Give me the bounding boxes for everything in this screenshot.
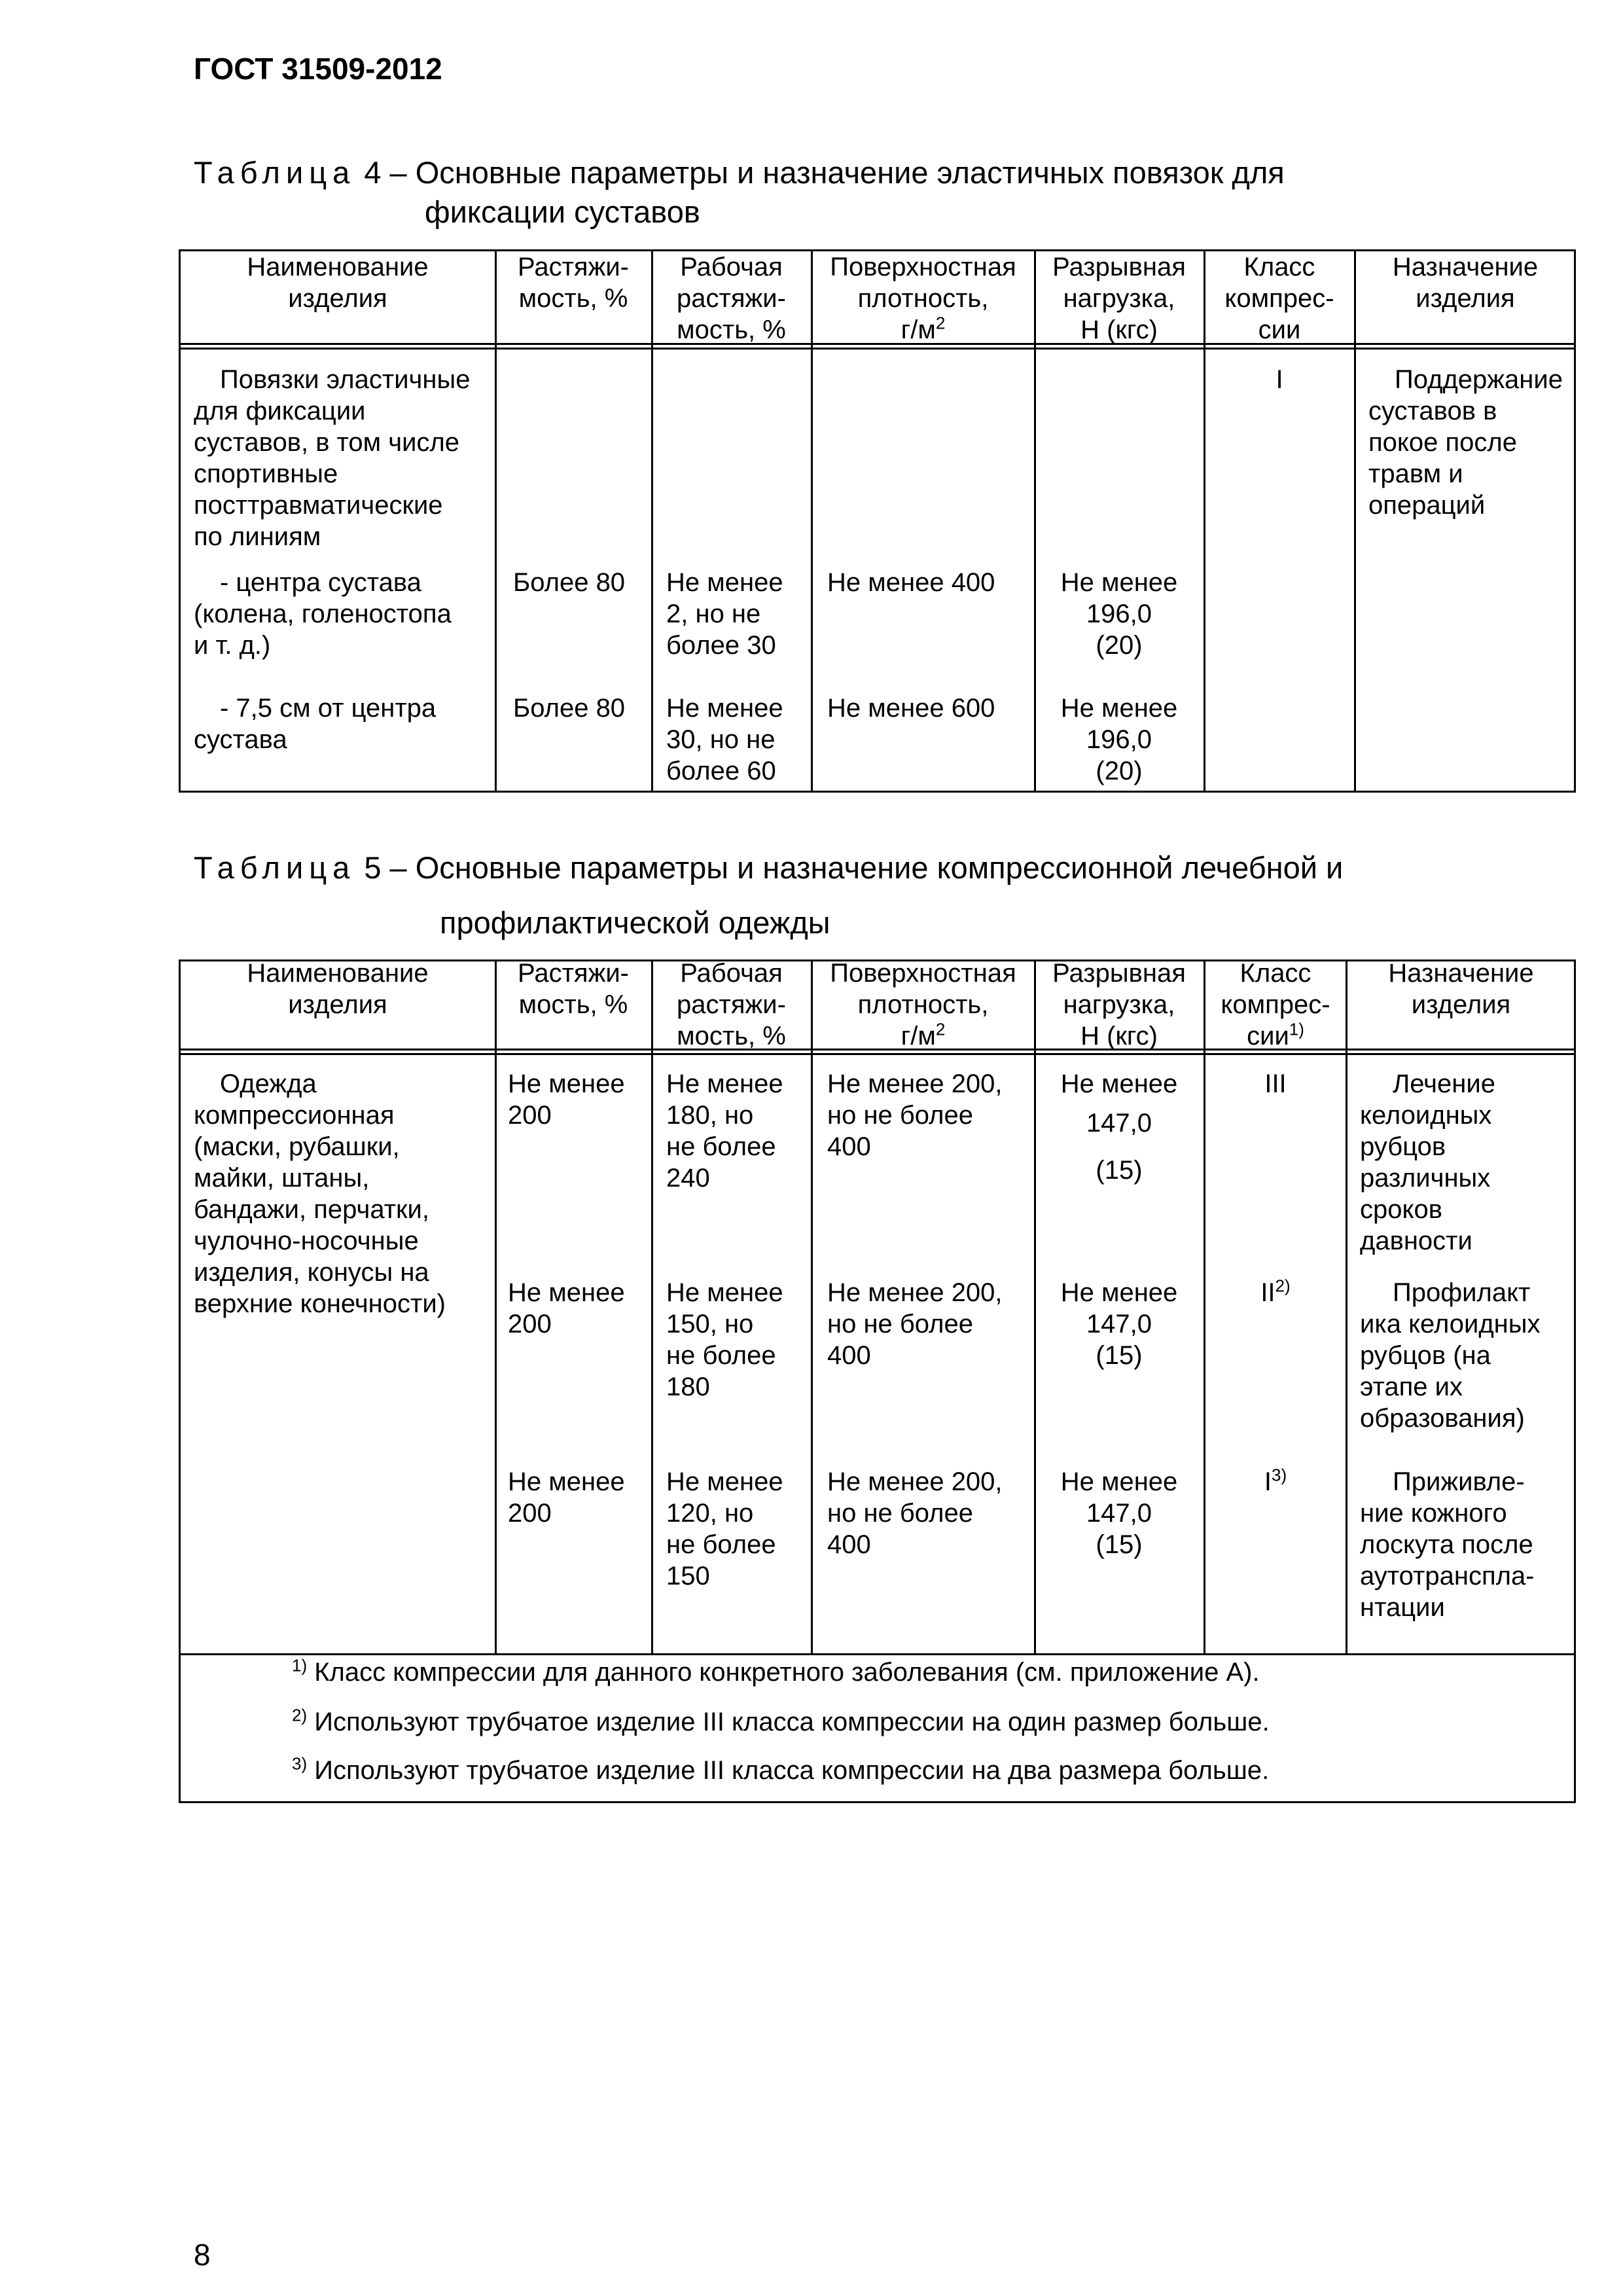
header-elasticity: Растяжи- мость, %	[518, 253, 629, 313]
standard-code: ГОСТ 31509-2012	[194, 52, 442, 86]
footnote-3: $^{3)}$ Используют трубчатое изделие III класса компрессии на два размера больше.	[292, 1753, 1270, 1785]
table-row-density: Не менее 400	[827, 568, 995, 597]
table-row-elasticity: Не менее 200	[508, 1278, 625, 1338]
table-row-working-elasticity: Не менее 30, но не более 60	[666, 694, 783, 785]
table4-caption	[194, 153, 1285, 192]
header-name: Наименование изделия	[247, 253, 429, 313]
table5-caption	[194, 848, 1343, 888]
table-row-breaking-load: Не менее 196,0 (20)	[1060, 694, 1178, 785]
table-row-name: - центра сустава (колена, голеностопа и т. д.)	[194, 568, 452, 660]
header-compression-class: Класс компрес- сии	[1224, 253, 1334, 344]
table-row-compression-class: III	[1264, 1069, 1287, 1098]
table-row-compression-class: $I^{3)}$	[1264, 1465, 1287, 1496]
page-number: 8	[194, 2238, 211, 2272]
table-row-elasticity: Более 80	[513, 694, 626, 723]
header-name: Наименование изделия	[247, 959, 429, 1019]
table-row-density: Не менее 200, но не более 400	[827, 1278, 1003, 1370]
footnote-1: $^{1)}$ Класс компрессии для данного конкретного заболевания (см. приложение А).	[292, 1655, 1260, 1687]
table-row-elasticity: Не менее 200	[508, 1467, 625, 1528]
table-row-breaking-load: Не менее 196,0 (20)	[1060, 568, 1178, 660]
table-row-working-elasticity: Не менее 150, но не более 180	[666, 1278, 783, 1401]
header-density: Поверхностная плотность, $г/м^2$	[830, 959, 1016, 1050]
table-row-name: - 7,5 см от центра сустава	[194, 694, 437, 754]
header-purpose: Назначение изделия	[1388, 959, 1534, 1019]
header-density: Поверхностная плотность, $г/м^2$	[830, 253, 1016, 344]
table-row-purpose: Приживле- ние кожного лоскута после аутотранспла- нтации	[1360, 1467, 1535, 1622]
table-row-purpose: Профилакт ика келоидных рубцов (на этапе их образования)	[1360, 1278, 1541, 1433]
table-row-working-elasticity: Не менее 2, но не более 30	[666, 568, 783, 660]
footnote-2: $^{2)}$ Используют трубчатое изделие III класса компрессии на один размер больше.	[292, 1705, 1270, 1736]
header-working-elasticity: Рабочая растяжи- мость, %	[677, 253, 786, 344]
table5-caption-text: 5 – Основные параметры и назначение компрессионной лечебной и	[364, 850, 1344, 885]
header-compression-class: Класс компрес- сии$^{1)}$	[1221, 959, 1330, 1050]
table4	[179, 249, 1576, 793]
header-breaking-load: Разрывная нагрузка, Н (кгс)	[1052, 959, 1186, 1050]
table5-caption-label: Таблица	[194, 850, 356, 885]
table-row-elasticity: Не менее 200	[508, 1069, 625, 1130]
group-name: Повязки эластичные для фиксации суставов, в том числе спортивные посттравматические по линиям	[194, 365, 471, 551]
table-row-density: Не менее 200, но не более 400	[827, 1069, 1003, 1161]
table-row-working-elasticity: Не менее 120, но не более 150	[666, 1467, 783, 1590]
product-name: Одежда компрессионная (маски, рубашки, майки, штаны, бандажи, перчатки, чулочно-носочные изделия, конусы на верхние конечности)	[194, 1069, 446, 1318]
header-breaking-load: Разрывная нагрузка, Н (кгс)	[1052, 253, 1186, 344]
table-row-breaking-load: Не менее 147,0 (15)	[1060, 1278, 1178, 1370]
table5	[179, 960, 1576, 1803]
table5-caption-continuation: профилактической одежды	[440, 905, 830, 940]
group-compression-class: I	[1275, 365, 1283, 394]
table-row-purpose: Лечение келоидных рубцов различных сроков давности	[1360, 1069, 1495, 1255]
table-row-breaking-load: Не менее 147,0 (15)	[1060, 1069, 1178, 1185]
table-row-density: Не менее 600	[827, 694, 995, 723]
table-row-density: Не менее 200, но не более 400	[827, 1467, 1003, 1559]
header-elasticity: Растяжи- мость, %	[518, 959, 629, 1019]
table4-caption-text: 4 – Основные параметры и назначение эластичных повязок для	[364, 155, 1285, 190]
header-working-elasticity: Рабочая растяжи- мость, %	[677, 959, 786, 1050]
group-purpose: Поддержание суставов в покое после травм и операций	[1368, 365, 1563, 520]
table-row-breaking-load: Не менее 147,0 (15)	[1060, 1467, 1178, 1559]
table4-caption-label: Таблица	[194, 155, 356, 190]
table4-caption-continuation: фиксации суставов	[425, 194, 700, 229]
table-row-compression-class: II$^{2)}$	[1260, 1276, 1291, 1307]
table-row-working-elasticity: Не менее 180, но не более 240	[666, 1069, 783, 1193]
header-purpose: Назначение изделия	[1392, 253, 1539, 313]
table-row-elasticity: Более 80	[513, 568, 626, 597]
